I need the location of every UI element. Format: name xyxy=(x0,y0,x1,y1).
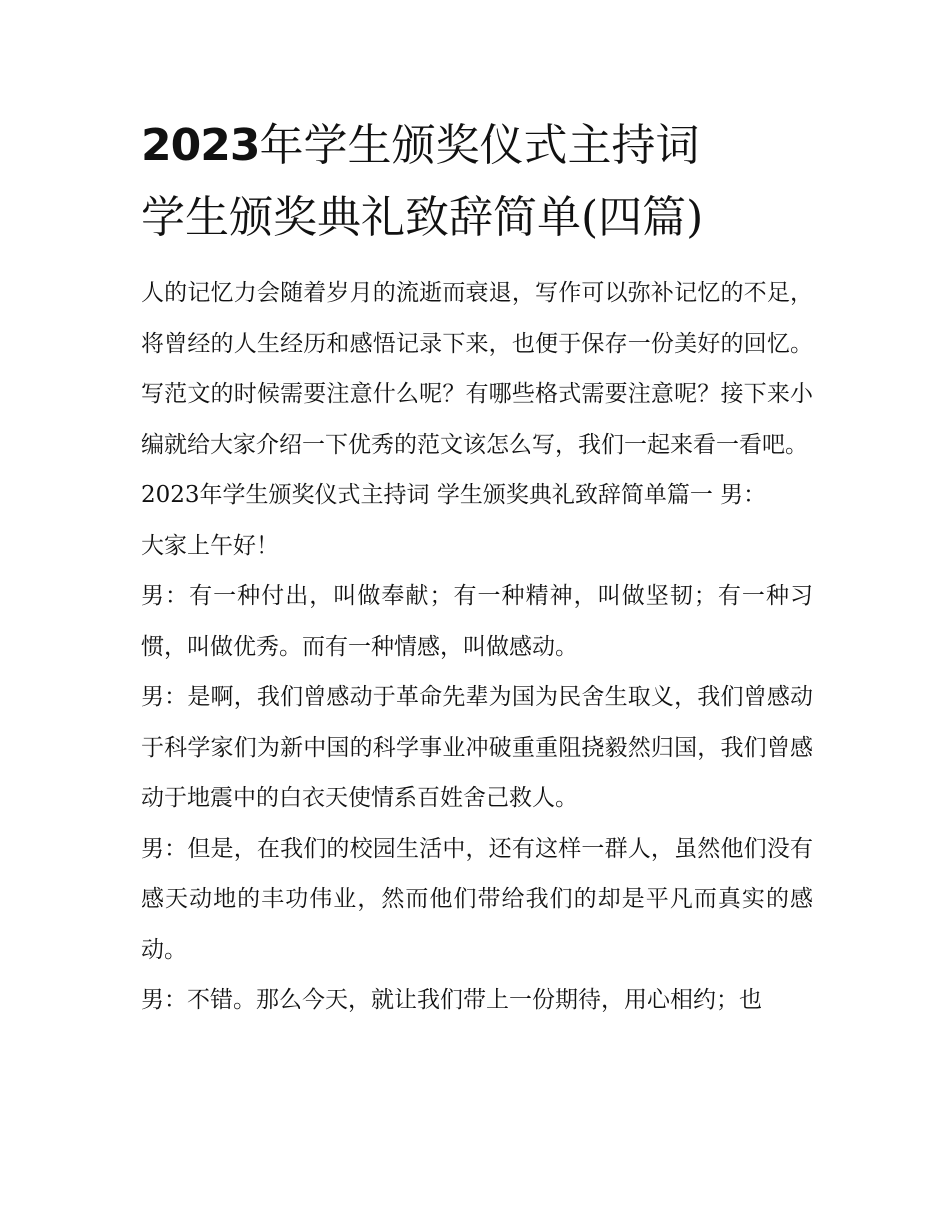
document-page xyxy=(141,110,813,1026)
title-line-1-text: 年学生颁奖仪式主持词 xyxy=(259,120,700,171)
title-year: 2023 xyxy=(141,120,260,171)
paragraph-intro: 人的记忆力会随着岁月的流逝而衰退，写作可以弥补记忆的不足，将曾经的人生经历和感悟记录下来，也便于保存一份美好的回忆。写范文的时候需要注意什么呢？有哪些格式需要注意呢？接下来小编就给大家介绍一下优秀的范文该怎么写，我们一起来看一看吧。 xyxy=(141,280,813,458)
document-title-line-1 xyxy=(141,110,813,182)
document-body xyxy=(141,268,813,1026)
paragraph-greeting: 大家上午好！ xyxy=(141,532,279,559)
paragraph-campus-life: 男：但是，在我们的校园生活中，还有这样一群人，虽然他们没有感天动地的丰功伟业，然而他们带给我们的却是平凡而真实的感动。 xyxy=(141,835,813,963)
document-title-line-2: 学生颁奖典礼致辞简单(四篇) xyxy=(141,192,704,243)
paragraph-section-heading: 2023年学生颁奖仪式主持词 学生颁奖典礼致辞简单篇一 男： xyxy=(141,482,767,508)
paragraph-moved-by: 男：是啊，我们曾感动于革命先辈为国为民舍生取义，我们曾感动于科学家们为新中国的科学事业冲破重重阻挠毅然归国，我们曾感动于地震中的白衣天使情系百姓舍己救人。 xyxy=(141,684,813,811)
paragraph-today: 男：不错。那么今天，就让我们带上一份期待，用心相约；也 xyxy=(141,987,762,1013)
paragraph-dedication: 男：有一种付出，叫做奉献；有一种精神，叫做坚韧；有一种习惯，叫做优秀。而有一种情感，叫做感动。 xyxy=(141,583,813,660)
